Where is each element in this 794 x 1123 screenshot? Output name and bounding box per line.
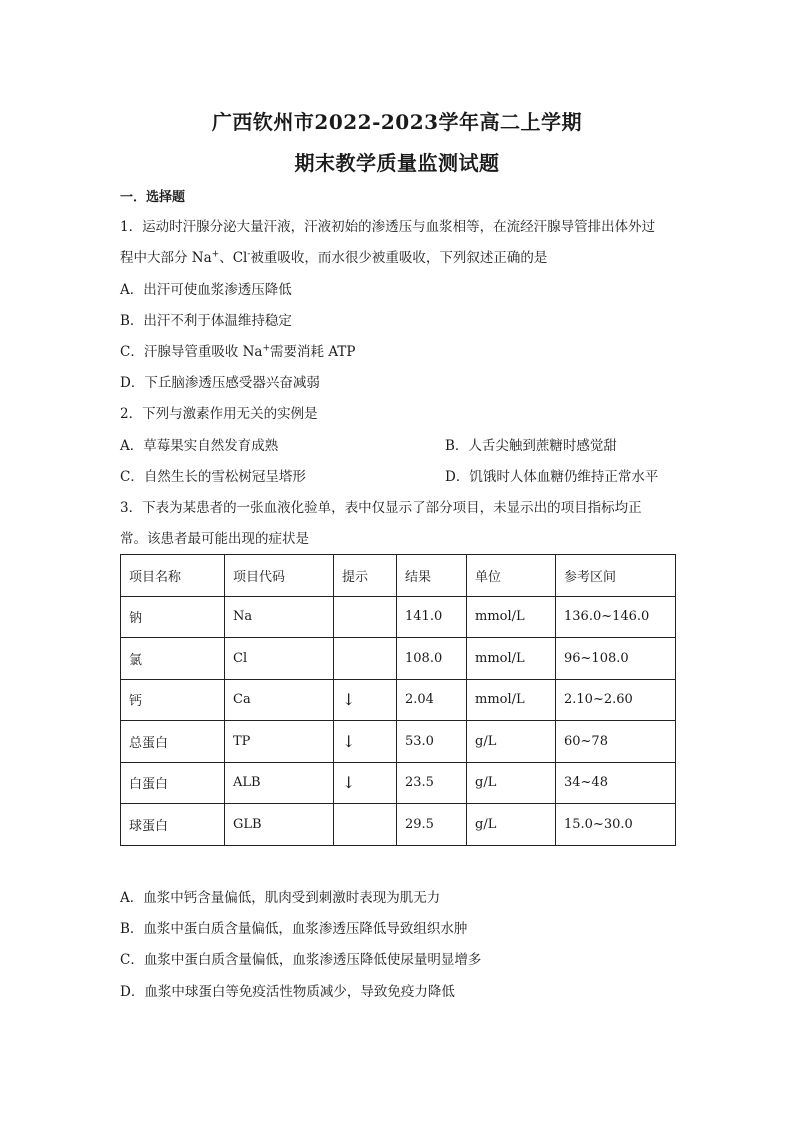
q3-option-d: D．血浆中球蛋白等免疫活性物质减少，导致免疫力降低 [120, 984, 455, 1000]
table-cell: 60~78 [556, 721, 676, 763]
table-cell: 23.5 [397, 762, 467, 804]
header-cell: 单位 [467, 555, 556, 597]
table-cell: 钠 [121, 596, 225, 638]
table-cell: 53.0 [397, 721, 467, 763]
q2-option-c: C．自然生长的雪松树冠呈塔形 [120, 469, 306, 485]
table-cell: 15.0~30.0 [556, 804, 676, 846]
header-cell: 参考区间 [556, 555, 676, 597]
table-cell: mmol/L [467, 679, 556, 721]
table-row [121, 679, 676, 721]
section-heading: 一．选择题 [120, 190, 186, 205]
table-cell: g/L [467, 804, 556, 846]
q3-option-a: A．血浆中钙含量偏低，肌肉受到刺激时表现为肌无力 [120, 890, 441, 906]
down-arrow-icon: ↓ [334, 721, 397, 763]
q1-option-b: B．出汗不利于体温维持稳定 [120, 313, 292, 329]
table-cell: 108.0 [397, 638, 467, 680]
q1-stem-line1: 1．运动时汗腺分泌大量汗液，汗液初始的渗透压与血浆相等，在流经汗腺导管排出体外过 [120, 219, 656, 235]
down-arrow-icon: ↓ [334, 762, 397, 804]
table-cell [334, 638, 397, 680]
q2-option-b: B．人舌尖触到蔗糖时感觉甜 [445, 438, 617, 454]
table-cell: 2.10~2.60 [556, 679, 676, 721]
table-cell: 34~48 [556, 762, 676, 804]
table-cell: 球蛋白 [121, 804, 225, 846]
table-cell: TP [225, 721, 334, 763]
table-cell: GLB [225, 804, 334, 846]
table-cell: 氯 [121, 638, 225, 680]
down-arrow-icon: ↓ [334, 679, 397, 721]
q1-option-a: A．出汗可使血浆渗透压降低 [120, 282, 292, 298]
q2-option-d: D．饥饿时人体血糖仍维持正常水平 [445, 469, 659, 485]
table-cell: 2.04 [397, 679, 467, 721]
table-cell: 141.0 [397, 596, 467, 638]
table-row [121, 638, 676, 680]
blood-test-table [120, 554, 676, 846]
q1-stem-line2: 程中大部分 Na+、Cl-被重吸收，而水很少被重吸收，下列叙述正确的是 [120, 249, 548, 266]
document-subtitle: 期末教学质量监测试题 [294, 151, 500, 175]
q1-option-d: D．下丘脑渗透压感受器兴奋减弱 [120, 375, 320, 391]
table-row [121, 721, 676, 763]
q2-stem: 2．下列与激素作用无关的实例是 [120, 406, 318, 422]
table-header-row [121, 555, 676, 597]
table-cell: mmol/L [467, 638, 556, 680]
table-cell: ALB [225, 762, 334, 804]
table-cell: 钙 [121, 679, 225, 721]
q1-option-c: C．汗腺导管重吸收 Na+需要消耗 ATP [120, 343, 356, 360]
table-cell: g/L [467, 721, 556, 763]
table-row [121, 762, 676, 804]
header-cell: 项目代码 [225, 555, 334, 597]
header-cell: 项目名称 [121, 555, 225, 597]
header-cell: 提示 [334, 555, 397, 597]
table-cell: Ca [225, 679, 334, 721]
table-cell [334, 596, 397, 638]
table-cell: 白蛋白 [121, 762, 225, 804]
table-cell: 总蛋白 [121, 721, 225, 763]
table-cell: 29.5 [397, 804, 467, 846]
q3-option-c: C．血浆中蛋白质含量偏低，血浆渗透压降低使尿量明显增多 [120, 952, 482, 968]
table-cell: mmol/L [467, 596, 556, 638]
table-cell: Cl [225, 638, 334, 680]
table-cell: Na [225, 596, 334, 638]
q3-option-b: B．血浆中蛋白质含量偏低，血浆渗透压降低导致组织水肿 [120, 921, 468, 937]
q3-stem-line2: 常。该患者最可能出现的症状是 [120, 531, 309, 547]
q2-option-a: A．草莓果实自然发育成熟 [120, 438, 279, 454]
table-cell: 96~108.0 [556, 638, 676, 680]
table-cell: 136.0~146.0 [556, 596, 676, 638]
q3-stem-line1: 3．下表为某患者的一张血液化验单，表中仅显示了部分项目，未显示出的项目指标均正 [120, 500, 642, 516]
table-cell [334, 804, 397, 846]
table-row [121, 804, 676, 846]
table-row [121, 596, 676, 638]
header-cell: 结果 [397, 555, 467, 597]
table-cell: g/L [467, 762, 556, 804]
document-title: 广西钦州市2022-2023学年高二上学期 [211, 110, 583, 134]
